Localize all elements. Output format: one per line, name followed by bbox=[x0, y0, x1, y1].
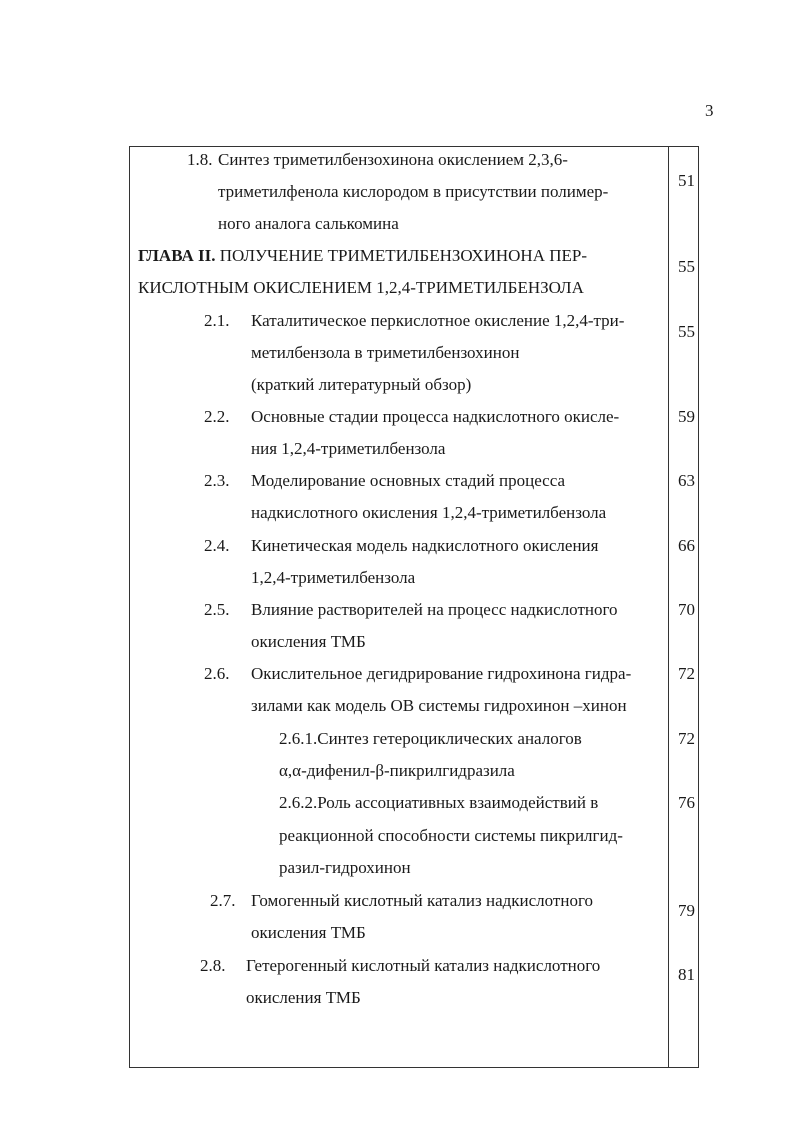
toc-page-number: 55 bbox=[678, 322, 695, 341]
toc-entry-line: ния 1,2,4-триметилбензола bbox=[251, 439, 446, 458]
toc-page-number: 55 bbox=[678, 257, 695, 276]
chapter-label: ГЛАВА II. bbox=[138, 246, 216, 265]
toc-entry-line: Гомогенный кислотный катализ надкислотного bbox=[251, 891, 594, 910]
toc-entry-line: окисления ТМБ bbox=[246, 988, 361, 1007]
toc-page-number: 66 bbox=[678, 536, 695, 555]
toc-entry-line: Основные стадии процесса надкислотного окисле- bbox=[251, 407, 620, 426]
toc-entry-line: Моделирование основных стадий процесса bbox=[251, 471, 566, 490]
toc-entry-number: 1.8. bbox=[187, 150, 213, 169]
toc-entry-line: 2.6.2.Роль ассоциативных взаимодействий в bbox=[279, 793, 599, 812]
toc-entry-line: окисления ТМБ bbox=[251, 923, 366, 942]
toc-entry-line: Окислительное дегидрирование гидрохинона гидра- bbox=[251, 664, 632, 683]
toc-entry-number: 2.2. bbox=[204, 407, 230, 426]
toc-entry-line: ного аналога салькомина bbox=[218, 214, 399, 233]
toc-entry-line: Синтез триметилбензохинона окислением 2,3,6- bbox=[218, 150, 568, 169]
chapter-title: ПОЛУЧЕНИЕ ТРИМЕТИЛБЕНЗОХИНОНА ПЕР- bbox=[215, 246, 588, 265]
toc-entry-line: Каталитическое перкислотное окисление 1,2,4-три- bbox=[251, 311, 625, 330]
toc-entry-number: 2.1. bbox=[204, 311, 230, 330]
toc-table bbox=[129, 146, 699, 1068]
toc-entry-line: 2.6.1.Синтез гетероциклических аналогов bbox=[279, 729, 582, 748]
toc-entry-line: Гетерогенный кислотный катализ надкислотного bbox=[246, 956, 601, 975]
toc-entry-number: 2.4. bbox=[204, 536, 230, 555]
toc-page-number: 72 bbox=[678, 729, 695, 748]
toc-entry-line: Влияние растворителей на процесс надкислотного bbox=[251, 600, 618, 619]
toc-page-number: 81 bbox=[678, 965, 695, 984]
toc-entry-number: 2.8. bbox=[200, 956, 226, 975]
toc-entry-number: 2.3. bbox=[204, 471, 230, 490]
toc-page-number: 70 bbox=[678, 600, 695, 619]
toc-entry-line: метилбензола в триметилбензохинон bbox=[251, 343, 520, 362]
toc-entry-line: (краткий литературный обзор) bbox=[251, 375, 472, 394]
page-number: 3 bbox=[705, 101, 714, 120]
page-column-divider bbox=[668, 147, 669, 1067]
toc-page-number: 79 bbox=[678, 901, 695, 920]
toc-entry-line: α,α-дифенил-β-пикрилгидразила bbox=[279, 761, 515, 780]
toc-entry-line: триметилфенола кислородом в присутствии полимер- bbox=[218, 182, 609, 201]
toc-chapter-line bbox=[138, 246, 587, 266]
toc-entry-line: реакционной способности системы пикрилгид- bbox=[279, 826, 623, 845]
toc-chapter-line: КИСЛОТНЫМ ОКИСЛЕНИЕМ 1,2,4-ТРИМЕТИЛБЕНЗОЛА bbox=[138, 278, 584, 297]
toc-entry-line: 1,2,4-триметилбензола bbox=[251, 568, 416, 587]
toc-entry-number: 2.6. bbox=[204, 664, 230, 683]
toc-entry-number: 2.5. bbox=[204, 600, 230, 619]
toc-entry-line: надкислотного окисления 1,2,4-триметилбензола bbox=[251, 503, 607, 522]
toc-page-number: 76 bbox=[678, 793, 695, 812]
toc-page-number: 51 bbox=[678, 171, 695, 190]
toc-page-number: 63 bbox=[678, 471, 695, 490]
toc-entry-line: зилами как модель ОВ системы гидрохинон –хинон bbox=[251, 696, 627, 715]
toc-page-number: 59 bbox=[678, 407, 695, 426]
toc-entry-line: разил-гидрохинон bbox=[279, 858, 411, 877]
toc-entry-line: окисления ТМБ bbox=[251, 632, 366, 651]
toc-page-number: 72 bbox=[678, 664, 695, 683]
toc-entry-line: Кинетическая модель надкислотного окисления bbox=[251, 536, 599, 555]
toc-entry-number: 2.7. bbox=[210, 891, 236, 910]
